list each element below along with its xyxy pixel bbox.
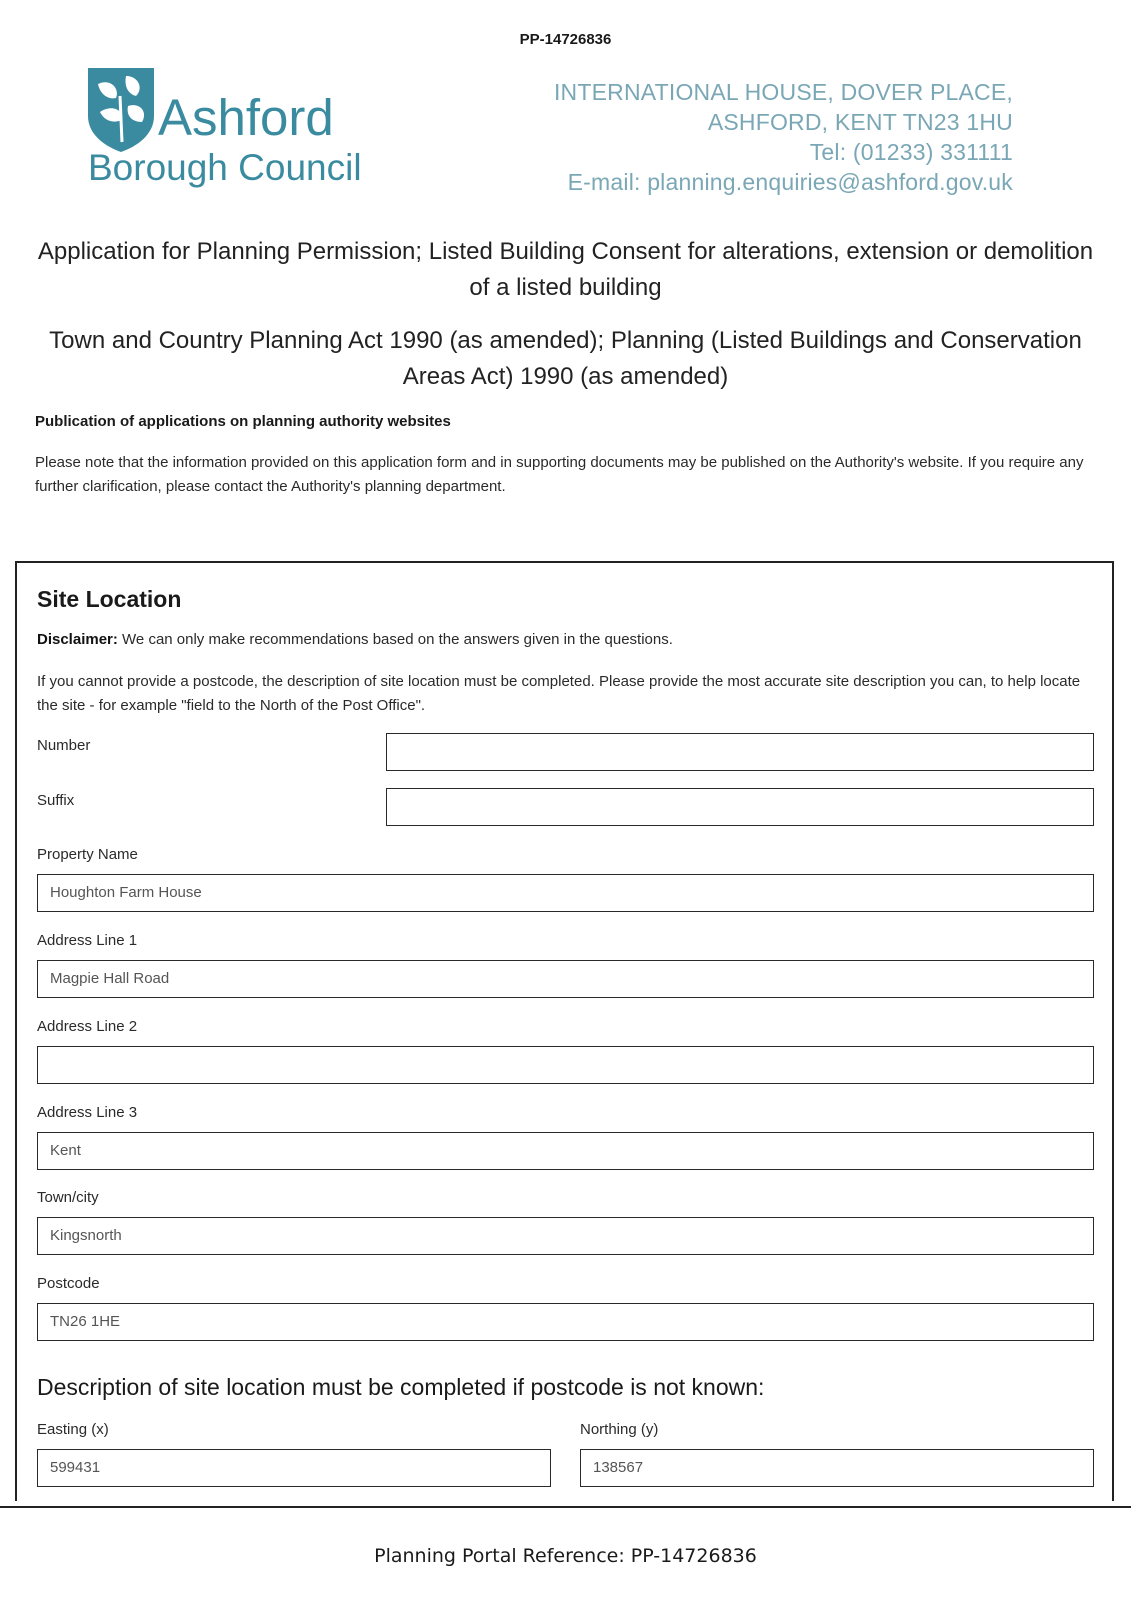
town-field[interactable]: Kingsnorth: [37, 1217, 1094, 1255]
easting-field[interactable]: 599431: [37, 1449, 551, 1487]
address-email: E-mail: planning.enquiries@ashford.gov.uk: [567, 169, 1013, 195]
address-line-3-field[interactable]: Kent: [37, 1132, 1094, 1170]
number-field[interactable]: [386, 733, 1094, 771]
disclaimer-text: We can only make recommendations based on the answers given in the questions.: [117, 631, 673, 648]
footer-divider: [0, 1506, 1131, 1508]
section-title: Site Location: [37, 586, 182, 612]
instruction-text: If you cannot provide a postcode, the description of site location must be completed. Please provide the most accurate site description you can, to help locate the site - for example "field to the North of the Post Office".: [37, 673, 1081, 714]
council-address: [554, 77, 1013, 197]
easting-label: Easting (x): [37, 1421, 109, 1438]
address-line-1: INTERNATIONAL HOUSE, DOVER PLACE,: [553, 79, 1013, 105]
address-line-2-field[interactable]: [37, 1046, 1094, 1084]
logo-borough-text: Borough Council: [88, 147, 362, 188]
number-label: Number: [37, 737, 91, 754]
address-line-2-label: Address Line 2: [37, 1018, 138, 1035]
description-heading: Description of site location must be completed if postcode is not known:: [37, 1374, 765, 1400]
town-label: Town/city: [37, 1189, 99, 1206]
ashford-logo: [86, 66, 366, 196]
logo-ashford-text: Ashford: [158, 89, 334, 146]
postcode-field[interactable]: TN26 1HE: [37, 1303, 1094, 1341]
suffix-field[interactable]: [386, 788, 1094, 826]
address-line-2: ASHFORD, KENT TN23 1HU: [707, 109, 1013, 135]
application-title: Application for Planning Permission; Listed Building Consent for alterations, extension or demolition of a listed building: [37, 238, 1094, 301]
property-name-label: Property Name: [37, 846, 138, 863]
disclaimer: [37, 631, 673, 648]
suffix-label: Suffix: [37, 792, 75, 809]
publication-heading: Publication of applications on planning authority websites: [35, 413, 451, 430]
council-crest-icon: [86, 66, 158, 152]
address-tel: Tel: (01233) 331111: [809, 139, 1013, 165]
address-line-1-field[interactable]: Magpie Hall Road: [37, 960, 1094, 998]
footer-reference: Planning Portal Reference: PP-14726836: [374, 1545, 757, 1567]
property-name-field[interactable]: Houghton Farm House: [37, 874, 1094, 912]
address-line-1-label: Address Line 1: [37, 932, 138, 949]
northing-label: Northing (y): [580, 1421, 659, 1438]
reference-number: PP-14726836: [519, 31, 612, 48]
acts-title: Town and Country Planning Act 1990 (as amended); Planning (Listed Buildings and Conservation Areas Act) 1990 (as amended): [49, 327, 1082, 390]
postcode-label: Postcode: [37, 1275, 100, 1292]
publication-text: Please note that the information provided on this application form and in supporting documents may be published on the Authority's website. If you require any further clarification, please contact the Authority's planning department.: [35, 454, 1084, 495]
address-line-3-label: Address Line 3: [37, 1104, 138, 1121]
disclaimer-label: Disclaimer:: [37, 631, 118, 648]
northing-field[interactable]: 138567: [580, 1449, 1094, 1487]
